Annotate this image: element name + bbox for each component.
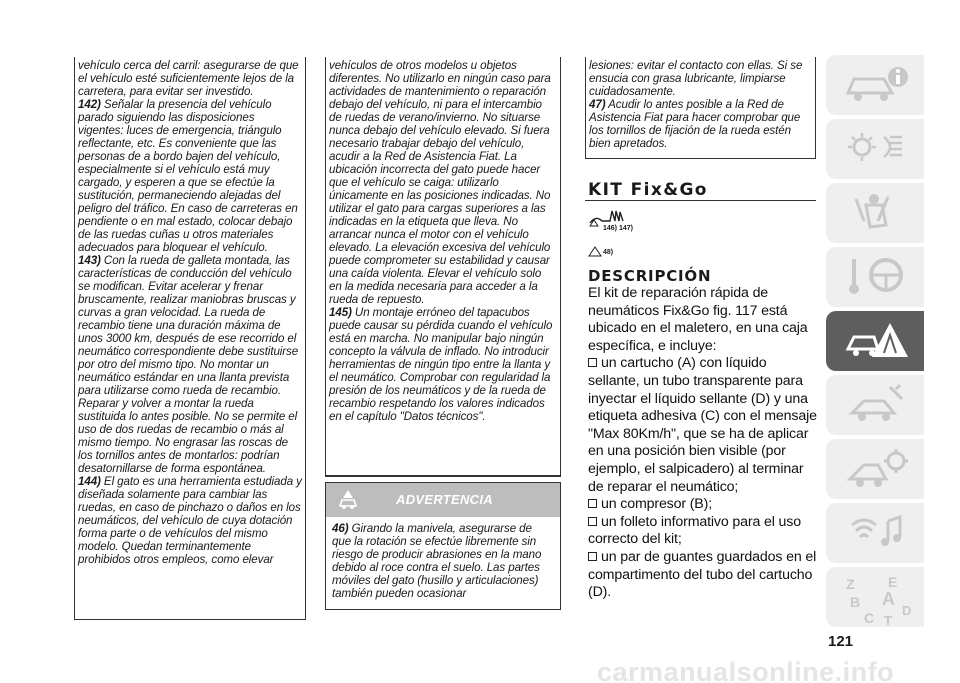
note-text: Con la rueda de galleta montada, las características de conducción del vehículo se modifican. Evitar acelerar y frenar bruscamente, realizar maniobras bruscas y curvas a gran velocidad. La rueda de recambio tiene una duración máxima de unos 3000 km, después de ese recorrido el neumático correspondiente debe sustituirse por otro del mismo tipo. No montar un neumático estándar en una llanta prevista para utilizarse como rueda de recambio. Reparar y volver a montar la rueda sustituida lo antes posible. No se permite el uso de dos ruedas de recambio o más al mismo tiempo. No engrasar las roscas de los tornillos antes de montarlos: podrían desatornillarse de forma espontánea. xyxy=(78,254,299,475)
tab-emergency[interactable] xyxy=(826,311,924,371)
svg-text:A: A xyxy=(882,589,895,609)
technical-data-icon xyxy=(844,447,910,491)
list-item: un par de guantes guardados en el compartimento del tubo del cartucho (D). xyxy=(588,548,817,601)
description-body xyxy=(588,285,818,602)
page-number: 121 xyxy=(828,633,854,650)
warning-body xyxy=(326,517,560,600)
checkbox-bullet-icon xyxy=(588,552,597,561)
tab-maintenance[interactable] xyxy=(826,375,924,435)
svg-text:B: B xyxy=(850,594,861,610)
section-divider xyxy=(585,200,816,201)
warning-header xyxy=(326,483,560,517)
note-47 xyxy=(589,98,812,150)
warning-refs-row xyxy=(588,207,633,232)
note-number: 145) xyxy=(329,306,352,319)
note-number: 143) xyxy=(78,254,101,267)
checkbox-bullet-icon xyxy=(588,517,597,526)
note-46 xyxy=(332,522,552,600)
list-item: un folleto informativo para el uso correcto del kit; xyxy=(588,513,801,548)
warning-refs: 146) 147) xyxy=(603,225,633,232)
note-text: Girando la manivela, asegurarse de que la rotación se efectúe libremente sin riesgo de producir abrasiones en la mano debido al roce contra el suelo. Las partes móviles del gato (husillo y articulaciones) también pueden ocasionar xyxy=(332,522,542,600)
key-steering-icon xyxy=(844,255,910,299)
note-number: 144) xyxy=(78,475,101,488)
note-number: 47) xyxy=(589,98,606,111)
car-warning-icon xyxy=(336,488,360,512)
maintenance-icon xyxy=(844,383,910,427)
svg-text:T: T xyxy=(884,613,892,627)
caution-refs-row xyxy=(588,246,614,260)
index-icon xyxy=(844,575,914,627)
note-text: El gato es una herramienta estudiada y diseñada solamente para cambiar las ruedas, en caso de pinchazo o daños en los neumáticos, del vehículo de cuya dotación forma parte o de vehículos del mismo modelo. Quedan terminantemente prohibidos otros empleos, como elevar xyxy=(78,475,302,566)
intro-paragraph: El kit de reparación rápida de neumáticos Fix&Go fig. 117 está ubicado en el maletero, en una caja específica, e incluye: xyxy=(588,285,808,354)
note-number: 142) xyxy=(78,98,101,111)
paragraph-continuation: vehículos de otros modelos u objetos diferentes. No utilizarlo en ningún caso para actividades de mantenimiento o reparación debajo del vehículo, ni para el intercambio de ruedas de verano/invierno. No situarse nunca debajo del vehículo elevado. Si fuera necesario trabajar debajo del vehículo, acudir a la Red de Asistencia Fiat. La ubicación incorrecta del gato puede hacer que el vehículo se caiga: utilizarlo únicamente en las posiciones indicadas. No utilizar el gato para cargas superiores a las indicadas en la etiqueta que lleva. No arrancar nunca el motor con el vehículo elevado. La elevación excesiva del vehículo puede comprometer su estabilidad y causar una caída violenta. Elevar el vehículo solo en la medida necesaria para acceder a la rueda de repuesto. xyxy=(329,59,551,306)
list-item: un compresor (B); xyxy=(588,496,818,514)
tab-starting-driving[interactable] xyxy=(826,247,924,307)
multimedia-icon xyxy=(844,511,910,555)
airbag-seat-icon xyxy=(844,191,910,235)
svg-text:Z: Z xyxy=(846,576,855,592)
warning-title: ADVERTENCIA xyxy=(396,492,493,507)
note-text: Acudir lo antes posible a la Red de Asistencia Fiat para hacer comprobar que los tornillos de fijación de la rueda estén bien apretados. xyxy=(589,98,801,150)
paragraph-continuation: vehículo cerca del carril: asegurarse de que el vehículo esté suficientemente lejos de la carretera, para evitar ser investido. xyxy=(78,59,299,98)
tab-technical-data[interactable] xyxy=(826,439,924,499)
checkbox-bullet-icon xyxy=(588,499,597,508)
subsection-title: DESCRIPCIÓN xyxy=(588,267,712,285)
breakdown-warning-icon xyxy=(844,319,910,363)
note-144 xyxy=(78,475,303,566)
tab-car-info[interactable] xyxy=(826,55,924,115)
section-title: KIT Fix&Go xyxy=(588,180,708,200)
note-text: Señalar la presencia del vehículo parado siguiendo las disposiciones vigentes: luces de emergencia, triángulo reflectante, etc. Es conveniente que las personas de a bordo bajen del vehículo, especialmente si el vehículo está muy cargado, y esperen a que se efectúe la sustitución, permaneciendo alejadas del peligro del tráfico. En caso de carreteras en pendiente o en mal estado, colocar debajo de las ruedas cuñas u otros materiales adecuados para bloquear el vehículo. xyxy=(78,98,298,254)
watermark: carmanualsonline.info xyxy=(597,657,895,683)
svg-text:E: E xyxy=(888,575,898,590)
checkbox-bullet-icon xyxy=(588,358,597,367)
car-info-icon xyxy=(844,63,910,107)
note-142 xyxy=(78,98,303,254)
note-number: 46) xyxy=(332,522,349,535)
column-2 xyxy=(325,57,561,477)
caution-hand-icon xyxy=(588,246,602,258)
column-1 xyxy=(74,57,306,620)
note-145 xyxy=(329,306,557,423)
dashboard-lights-icon xyxy=(844,127,910,171)
svg-text:D: D xyxy=(902,603,912,618)
warning-box xyxy=(325,482,561,610)
tab-dashboard-lights[interactable] xyxy=(826,119,924,179)
tab-index[interactable] xyxy=(826,567,924,627)
note-text: Un montaje erróneo del tapacubos puede causar su pérdida cuando el vehículo está en marcha. No manipular bajo ningún concepto la válvula de inflado. No introducir herramientas de ningún tipo entre la llanta y el neumático. Comprobar con regularidad la presión de los neumáticos y de la rueda de recambio respetando los valores indicados en el capítulo "Datos técnicos". xyxy=(329,306,553,423)
tab-multimedia[interactable] xyxy=(826,503,924,563)
note-143 xyxy=(78,254,303,475)
list-item: un cartucho (A) con líquido sellante, un tubo transparente para inyectar el líquido sellante (D) y una etiqueta adhesiva (C) con el mensaje "Max 80Km/h", que se ha de aplicar en una posición bien visible (por ejemplo, el salpicadero) al terminar de reparar el neumático; xyxy=(588,355,817,495)
tab-safety[interactable] xyxy=(826,183,924,243)
paragraph-continuation: lesiones: evitar el contacto con ellas. Si se ensucia con grasa lubricante, limpiarse cuidadosamente. xyxy=(589,59,803,98)
column-3 xyxy=(585,57,816,159)
caution-refs: 48) xyxy=(603,249,614,256)
svg-text:C: C xyxy=(864,610,875,626)
